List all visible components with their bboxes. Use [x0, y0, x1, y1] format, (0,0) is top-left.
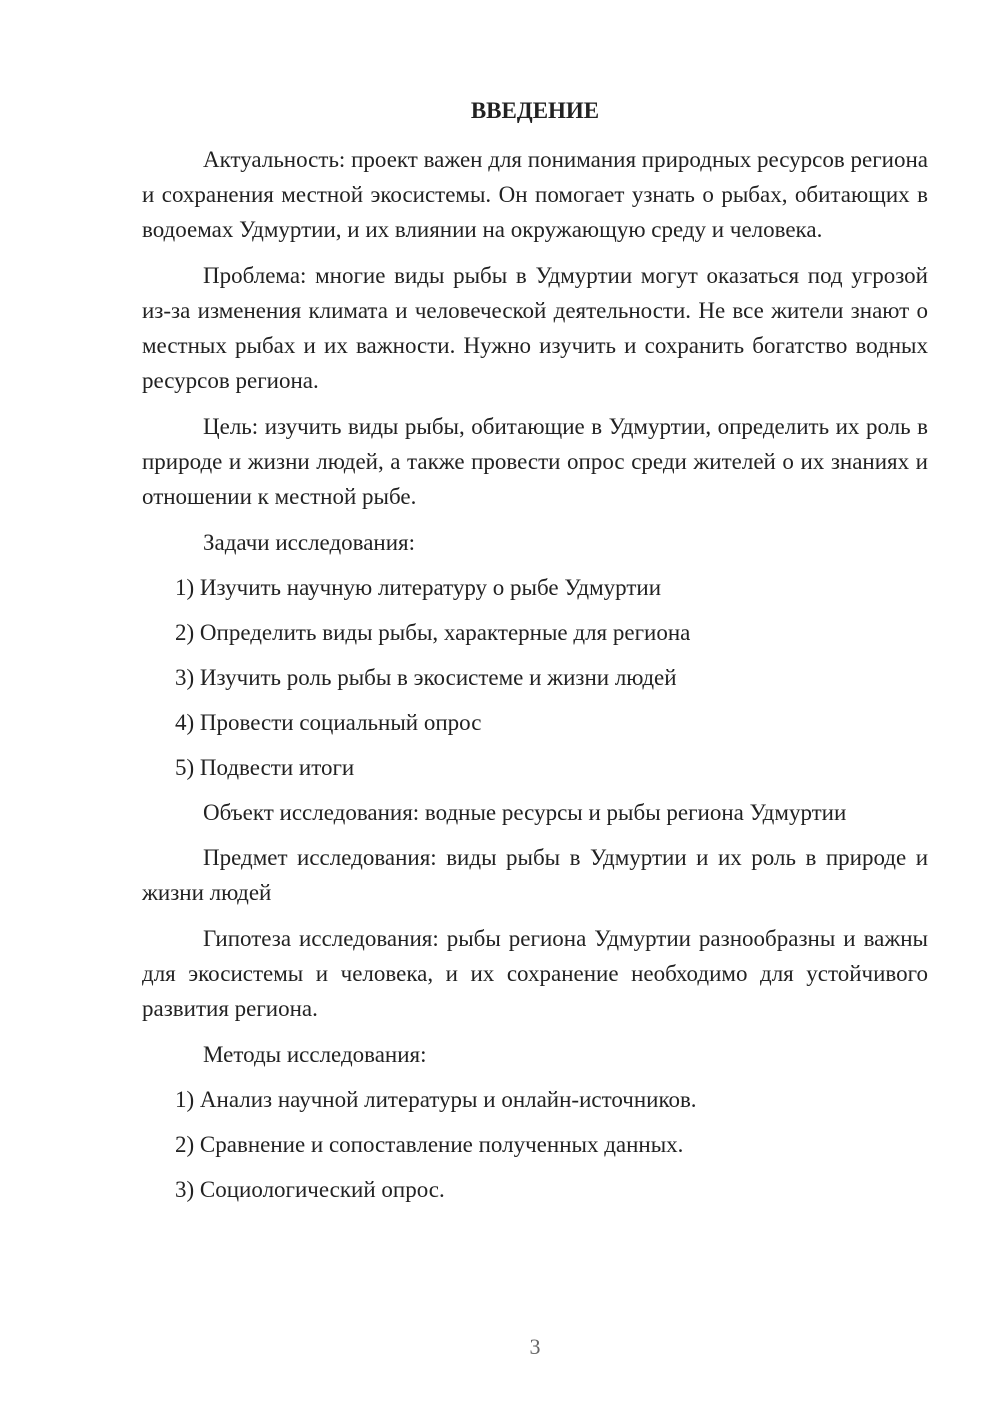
object-paragraph: Объект исследования: водные ресурсы и рыбы региона Удмуртии	[203, 800, 847, 825]
task-item: 4) Провести социальный опрос	[175, 710, 482, 735]
task-item: 3) Изучить роль рыбы в экосистеме и жизни людей	[175, 665, 677, 690]
method-item: 1) Анализ научной литературы и онлайн-источников.	[175, 1087, 697, 1112]
goal-paragraph: Цель: изучить виды рыбы, обитающие в Удмуртии, определить их роль в природе и жизни людей, а также провести опрос среди жителей о их знаниях и отношении к местной рыбе.	[142, 414, 928, 509]
task-item: 1) Изучить научную литературу о рыбе Удмуртии	[175, 575, 662, 600]
problem-paragraph: Проблема: многие виды рыбы в Удмуртии могут оказаться под угрозой из-за изменения климата и человеческой деятельности. Не все жители знают о местных рыбах и их важности. Нужно изучить и сохранить богатство водных ресурсов региона.	[142, 263, 928, 393]
subject-paragraph: Предмет исследования: виды рыбы в Удмуртии и их роль в природе и жизни людей	[142, 845, 928, 905]
page-number: 3	[529, 1334, 541, 1359]
document-body	[142, 142, 928, 1207]
task-item: 2) Определить виды рыбы, характерные для региона	[175, 620, 691, 645]
methods-heading: Методы исследования:	[203, 1042, 427, 1067]
task-item: 5) Подвести итоги	[175, 755, 355, 780]
tasks-heading: Задачи исследования:	[203, 530, 416, 555]
method-item: 3) Социологический опрос.	[175, 1177, 445, 1202]
section-heading: ВВЕДЕНИЕ	[470, 98, 600, 123]
relevance-paragraph: Актуальность: проект важен для понимания природных ресурсов региона и сохранения местной экосистемы. Он помогает узнать о рыбах, обитающих в водоемах Удмуртии, и их влиянии на окружающую среду и человека.	[142, 147, 928, 242]
hypothesis-paragraph: Гипотеза исследования: рыбы региона Удмуртии разнообразны и важны для экосистемы и человека, и их сохранение необходимо для устойчивого развития региона.	[142, 926, 928, 1021]
method-item: 2) Сравнение и сопоставление полученных данных.	[175, 1132, 684, 1157]
